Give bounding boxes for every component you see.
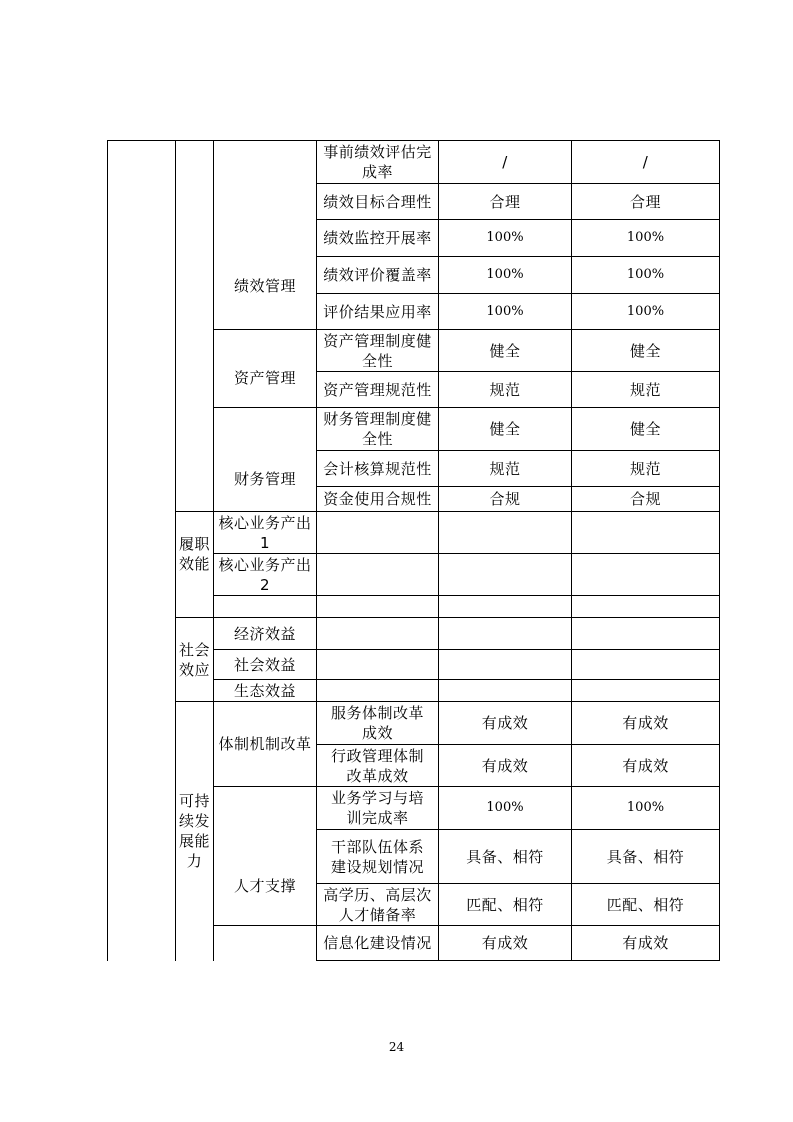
value-cell: 具备、相符 xyxy=(606,847,685,866)
secondary-indicator: 核心业务产出1 xyxy=(218,513,312,552)
value-cell: 合理 xyxy=(629,192,661,211)
metric-label: 干部队伍体系建设规划情况 xyxy=(330,837,424,876)
value-cell: 规范 xyxy=(489,380,521,399)
primary-indicator: 履职效能 xyxy=(179,534,211,573)
secondary-indicator: 资产管理 xyxy=(233,369,296,387)
value-cell: 100% xyxy=(626,800,665,815)
row-divider xyxy=(316,960,720,961)
metric-label: 事前绩效评估完成率 xyxy=(323,143,432,181)
value-cell: 健全 xyxy=(489,341,521,360)
value-cell: / xyxy=(502,153,508,171)
secondary-indicator: 人才支撑 xyxy=(233,877,296,895)
value-cell: 有成效 xyxy=(481,934,529,952)
value-cell: 合规 xyxy=(489,490,521,508)
metric-label: 绩效监控开展率 xyxy=(323,229,432,247)
metric-label: 服务体制改革成效 xyxy=(330,704,424,742)
row-divider xyxy=(213,595,720,596)
value-cell: 规范 xyxy=(629,380,661,399)
value-cell: 匹配、相符 xyxy=(466,895,544,914)
value-cell: 有成效 xyxy=(622,714,669,732)
value-cell: 100% xyxy=(626,267,665,282)
metric-label: 评价结果应用率 xyxy=(323,302,432,321)
secondary-indicator: 核心业务产出2 xyxy=(218,555,312,594)
value-cell: 100% xyxy=(486,800,524,815)
metric-label: 业务学习与培训完成率 xyxy=(330,789,424,827)
value-cell: 健全 xyxy=(629,420,661,438)
value-cell: 100% xyxy=(486,267,524,282)
value-cell: 健全 xyxy=(629,341,661,360)
value-cell: / xyxy=(642,153,649,171)
value-cell: 有成效 xyxy=(481,756,529,775)
secondary-indicator: 经济效益 xyxy=(233,624,296,643)
value-cell: 匹配、相符 xyxy=(606,895,685,914)
page-number: 24 xyxy=(388,1040,405,1054)
secondary-indicator: 生态效益 xyxy=(233,681,296,700)
value-cell: 100% xyxy=(626,303,665,319)
value-cell: 有成效 xyxy=(622,934,669,952)
value-cell: 100% xyxy=(626,230,665,245)
value-cell: 合理 xyxy=(489,192,521,211)
value-cell: 具备、相符 xyxy=(466,847,544,866)
metric-label: 绩效目标合理性 xyxy=(323,192,432,211)
secondary-indicator: 财务管理 xyxy=(233,470,296,488)
value-cell: 健全 xyxy=(489,420,521,438)
secondary-indicator: 体制机制改革 xyxy=(218,735,312,753)
secondary-indicator: 绩效管理 xyxy=(233,277,296,295)
metric-label: 资金使用合规性 xyxy=(323,490,432,508)
value-cell: 100% xyxy=(486,303,524,319)
metric-label: 绩效评价覆盖率 xyxy=(323,266,432,284)
value-cell: 有成效 xyxy=(622,756,669,775)
metric-label: 行政管理体制改革成效 xyxy=(330,746,424,785)
value-cell: 有成效 xyxy=(481,714,529,732)
primary-indicator: 可持续发展能力 xyxy=(179,792,211,870)
metric-label: 资产管理制度健全性 xyxy=(323,331,432,370)
metric-label: 会计核算规范性 xyxy=(323,459,432,478)
metric-label: 财务管理制度健全性 xyxy=(323,410,432,448)
metric-label: 资产管理规范性 xyxy=(323,380,432,399)
table-left-border xyxy=(107,140,108,961)
primary-indicator: 社会效应 xyxy=(179,640,211,679)
secondary-indicator: 社会效益 xyxy=(233,655,296,674)
metric-label: 信息化建设情况 xyxy=(323,934,432,952)
value-cell: 规范 xyxy=(629,459,661,478)
value-cell: 100% xyxy=(486,230,524,245)
value-cell: 规范 xyxy=(489,459,521,478)
table-right-border xyxy=(719,140,720,961)
metric-label: 高学历、高层次人才储备率 xyxy=(323,885,432,924)
value-cell: 合规 xyxy=(629,490,661,508)
